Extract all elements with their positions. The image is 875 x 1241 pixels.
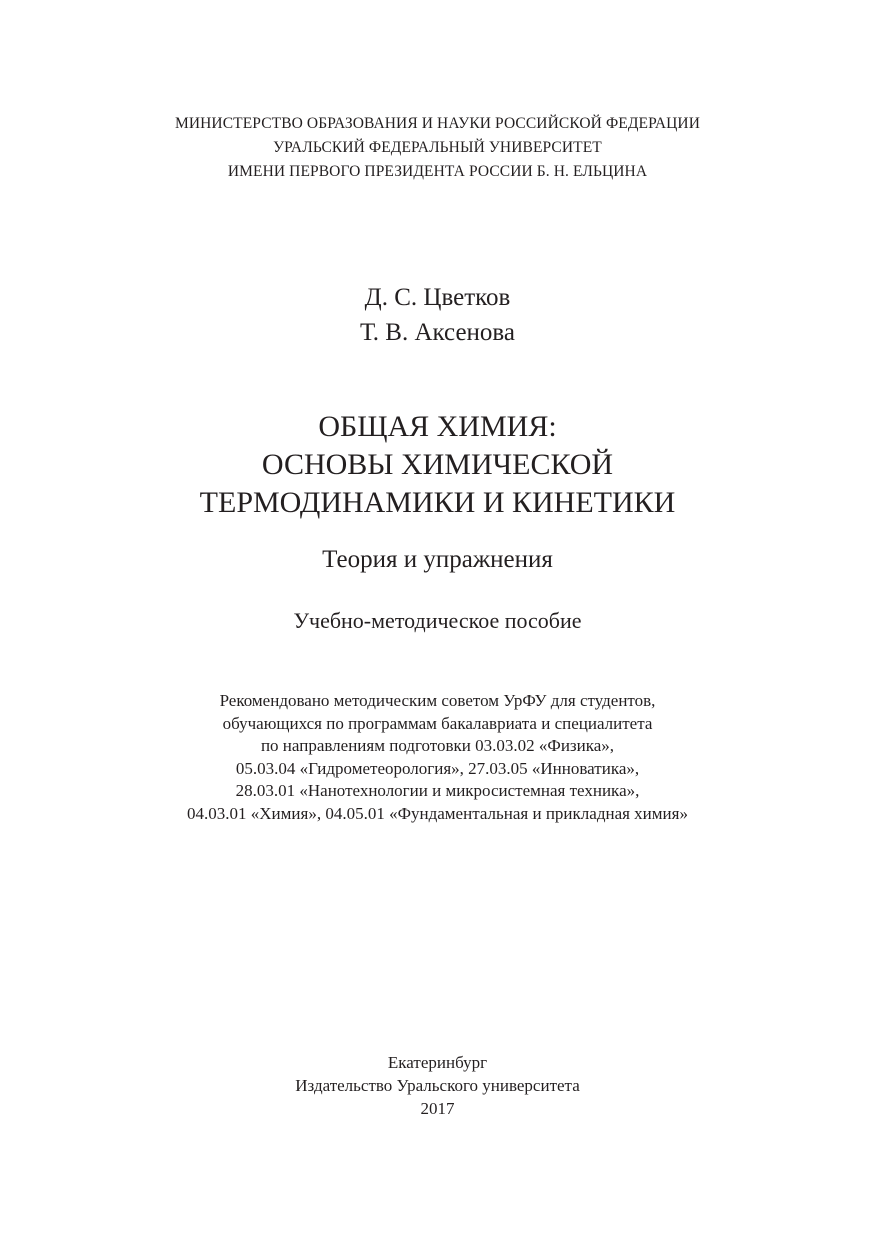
subtitle-text: Теория и упражнения: [322, 546, 553, 573]
university-dedication: ИМЕНИ ПЕРВОГО ПРЕЗИДЕНТА РОССИИ Б. Н. ЕЛЬЦИНА: [227, 163, 648, 180]
title-line: ОБЩАЯ ХИМИЯ:: [318, 410, 557, 443]
publication-city: Екатеринбург: [387, 1053, 488, 1072]
recommendation-line: Рекомендовано методическим советом УрФУ для студентов,: [219, 691, 656, 710]
document-type: [0, 606, 875, 636]
recommendation-line: 28.03.01 «Нанотехнологии и микросистемная техника»,: [235, 781, 640, 800]
recommendation-note: [0, 690, 875, 825]
authors: [0, 280, 875, 350]
title-line: ОСНОВЫ ХИМИЧЕСКОЙ: [261, 448, 614, 481]
book-title: [0, 408, 875, 522]
imprint: [0, 1051, 875, 1120]
publication-year: 2017: [420, 1099, 455, 1118]
recommendation-line: 04.03.01 «Химия», 04.05.01 «Фундаментальная и прикладная химия»: [187, 803, 688, 823]
author-name: Д. С. Цветков: [364, 284, 511, 311]
recommendation-line: обучающихся по программам бакалавриата и специалитета: [222, 713, 653, 733]
ministry-name: МИНИСТЕРСТВО ОБРАЗОВАНИЯ И НАУКИ РОССИЙСКОЙ ФЕДЕРАЦИИ: [174, 115, 701, 132]
title-line: ТЕРМОДИНАМИКИ И КИНЕТИКИ: [199, 486, 676, 519]
university-name: УРАЛЬСКИЙ ФЕДЕРАЛЬНЫЙ УНИВЕРСИТЕТ: [273, 139, 602, 156]
publisher-name: Издательство Уральского университета: [295, 1076, 580, 1095]
recommendation-line: 05.03.04 «Гидрометеорология», 27.03.05 «Инноватика»,: [235, 758, 640, 778]
document-type-text: Учебно-методическое пособие: [293, 608, 582, 633]
recommendation-line: по направлениям подготовки 03.03.02 «Физика»,: [260, 736, 615, 755]
book-subtitle: [0, 544, 875, 576]
author-name: Т. В. Аксенова: [360, 319, 515, 346]
institution-header: [0, 112, 875, 184]
